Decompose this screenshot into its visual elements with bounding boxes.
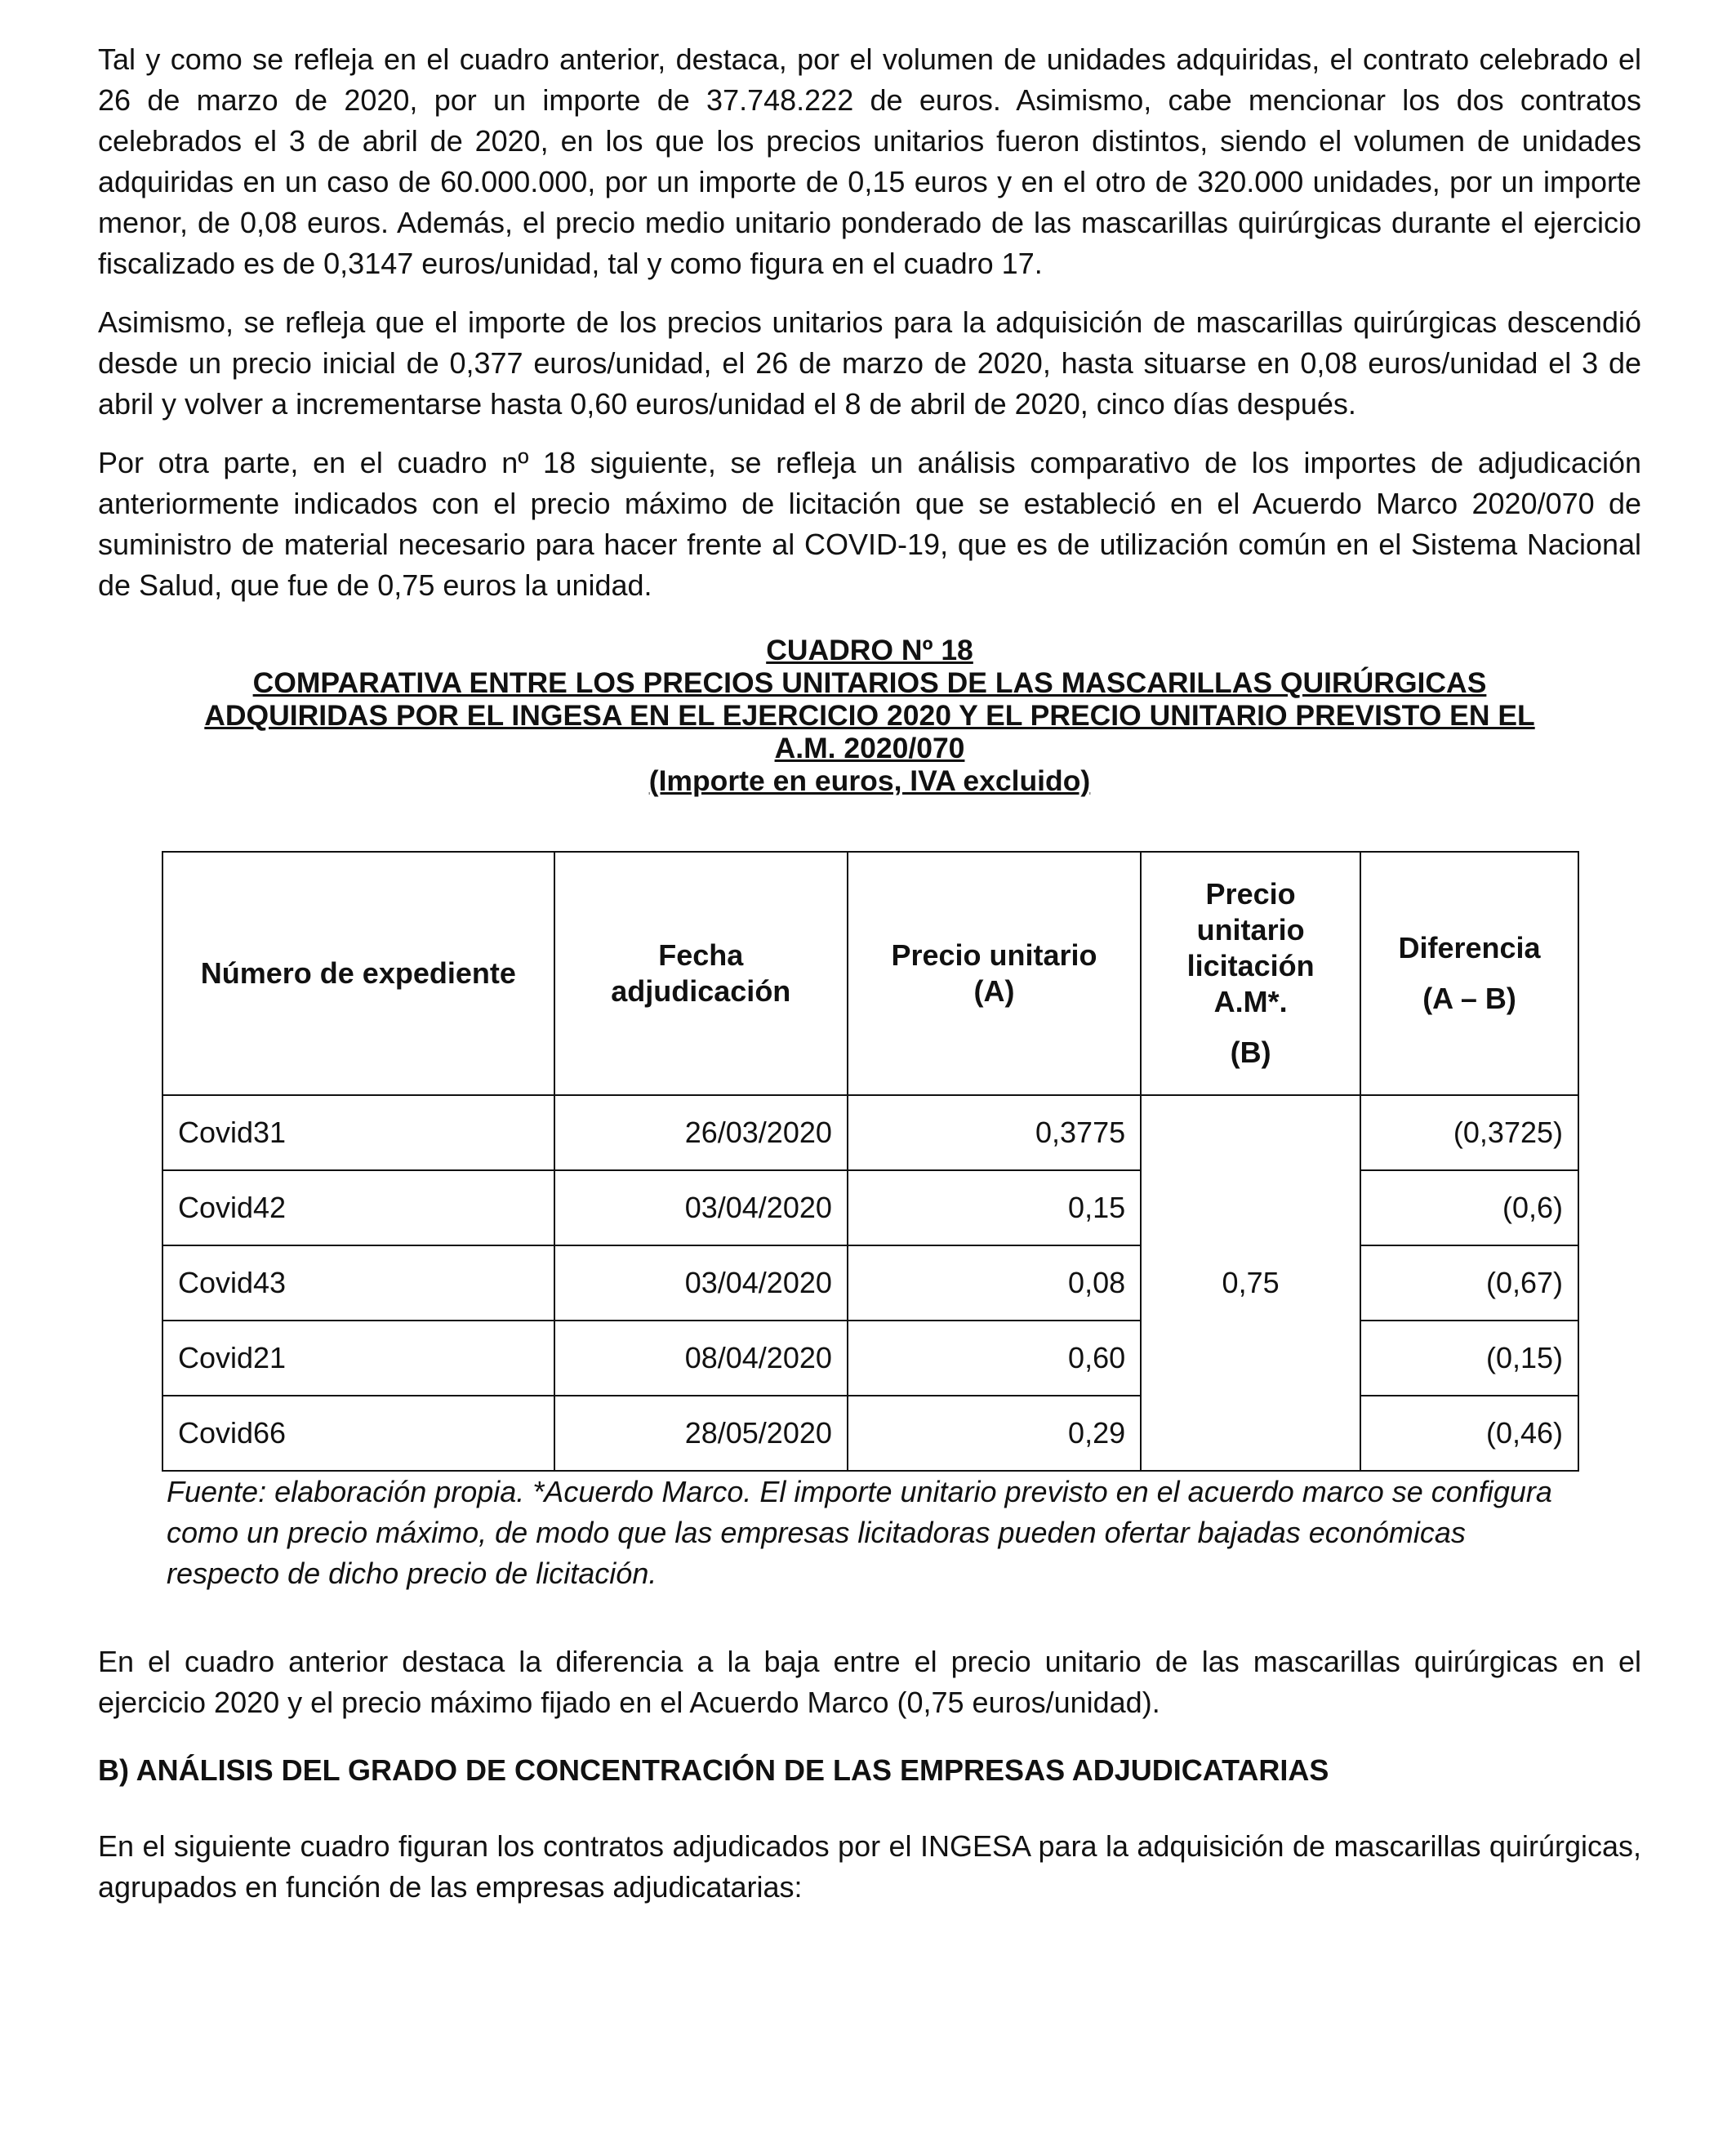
header-licit-line-2: unitario: [1196, 913, 1305, 947]
section-b-heading: B) ANÁLISIS DEL GRADO DE CONCENTRACIÓN DE LAS EMPRESAS ADJUDICATARIAS: [98, 1753, 1329, 1787]
cell-diferencia: (0,3725): [1360, 1095, 1578, 1170]
table-row: [162, 1095, 1578, 1170]
cuadro-number: CUADRO Nº 18: [766, 634, 973, 666]
cell-diferencia: (0,67): [1360, 1245, 1578, 1321]
table-header-row: [162, 852, 1578, 1095]
cell-fecha: 03/04/2020: [554, 1170, 848, 1245]
header-licit-line-3: licitación: [1186, 949, 1315, 982]
comparison-table: [162, 851, 1579, 1472]
cell-expediente: Covid66: [162, 1396, 554, 1471]
header-fecha-line-2: adjudicación: [611, 974, 791, 1008]
paragraph-4: En el cuadro anterior destaca la diferencia a la baja entre el precio unitario de las mascarillas quirúrgicas en el ejercicio 2020 y el precio máximo fijado en el Acuerdo Marco (0,75 euros/unidad).: [98, 1645, 1641, 1719]
cell-expediente: Covid21: [162, 1321, 554, 1396]
table-row: [162, 1170, 1578, 1245]
paragraph-3: Por otra parte, en el cuadro nº 18 siguiente, se refleja un análisis comparativo de los importes de adjudicación anteriormente indicados con el precio máximo de licitación que se estableció en el Acuerdo Marco 2020/070 de suministro de material necesario para hacer frente al COVID-19, que es de utilización común en el Sistema Nacional de Salud, que fue de 0,75 euros la unidad.: [98, 446, 1641, 602]
cuadro-title-line-1: COMPARATIVA ENTRE LOS PRECIOS UNITARIOS DE LAS MASCARILLAS QUIRÚRGICAS: [252, 666, 1487, 699]
cell-diferencia: (0,15): [1360, 1321, 1578, 1396]
header-expediente-label: Número de expediente: [200, 956, 516, 990]
cell-fecha: 08/04/2020: [554, 1321, 848, 1396]
header-diferencia: [1360, 852, 1578, 1095]
header-precio-line-2: (A): [973, 974, 1015, 1008]
header-dif-line-1: Diferencia: [1398, 931, 1541, 964]
header-precio-line-1: Precio unitario: [891, 938, 1097, 972]
cell-fecha: 26/03/2020: [554, 1095, 848, 1170]
cell-expediente: Covid43: [162, 1245, 554, 1321]
paragraph-2: Asimismo, se refleja que el importe de los precios unitarios para la adquisición de mascarillas quirúrgicas descendió desde un precio inicial de 0,377 euros/unidad, el 26 de marzo de 2020, hasta situarse en 0,08 euros/unidad el 3 de abril y volver a incrementarse hasta 0,60 euros/unidad el 8 de abril de 2020, cinco días después.: [98, 305, 1641, 421]
table-row: [162, 1321, 1578, 1396]
cell-precio: 0,3775: [848, 1095, 1141, 1170]
header-expediente: [162, 852, 554, 1095]
cell-precio-licitacion: 0,75: [1141, 1095, 1360, 1471]
cell-precio: 0,08: [848, 1245, 1141, 1321]
header-precio-unitario: [848, 852, 1141, 1095]
cuadro-subtitle: (Importe en euros, IVA excluido): [648, 764, 1091, 797]
paragraph-1: Tal y como se refleja en el cuadro anterior, destaca, por el volumen de unidades adquiridas, el contrato celebrado el 26 de marzo de 2020, por un importe de 37.748.222 de euros. Asimismo, cabe mencionar los dos contratos celebrados el 3 de abril de 2020, en los que los precios unitarios fueron distintos, siendo el volumen de unidades adquiridas en un caso de 60.000.000, por un importe de 0,15 euros y en el otro de 320.000 unidades, por un importe menor, de 0,08 euros. Además, el precio medio unitario ponderado de las mascarillas quirúrgicas durante el ejercicio fiscalizado es de 0,3147 euros/unidad, tal y como figura en el cuadro 17.: [98, 42, 1641, 280]
header-fecha-line-1: Fecha: [658, 938, 744, 972]
header-licit-line-4: A.M*.: [1213, 985, 1288, 1018]
table-footnote: Fuente: elaboración propia. *Acuerdo Marco. El importe unitario previsto en el acuerdo marco se configura como un precio máximo, de modo que las empresas licitadoras pueden ofertar bajadas económicas respecto de dicho precio de licitación.: [167, 1475, 1552, 1590]
cell-expediente: Covid42: [162, 1170, 554, 1245]
cell-precio: 0,15: [848, 1170, 1141, 1245]
cell-fecha: 03/04/2020: [554, 1245, 848, 1321]
paragraph-5: En el siguiente cuadro figuran los contratos adjudicados por el INGESA para la adquisición de mascarillas quirúrgicas, agrupados en función de las empresas adjudicatarias:: [98, 1829, 1641, 1904]
cell-diferencia: (0,46): [1360, 1396, 1578, 1471]
cell-precio: 0,29: [848, 1396, 1141, 1471]
header-fecha: [554, 852, 848, 1095]
header-licit-line-1: Precio: [1205, 877, 1296, 911]
header-precio-licitacion: [1141, 852, 1360, 1095]
header-dif-line-2: (A – B): [1422, 982, 1516, 1015]
spacer: [98, 1594, 1641, 1641]
cuadro-title-line-3: A.M. 2020/070: [774, 732, 965, 764]
cuadro-title-line-2: ADQUIRIDAS POR EL INGESA EN EL EJERCICIO 2020 Y EL PRECIO UNITARIO PREVISTO EN EL: [204, 699, 1535, 732]
cell-precio: 0,60: [848, 1321, 1141, 1396]
header-licit-line-5: (B): [1230, 1036, 1271, 1069]
table-row: [162, 1396, 1578, 1471]
cell-expediente: Covid31: [162, 1095, 554, 1170]
cell-fecha: 28/05/2020: [554, 1396, 848, 1471]
table-row: [162, 1245, 1578, 1321]
cuadro-caption: [98, 634, 1641, 797]
document-page: [98, 39, 1641, 1926]
cell-diferencia: (0,6): [1360, 1170, 1578, 1245]
